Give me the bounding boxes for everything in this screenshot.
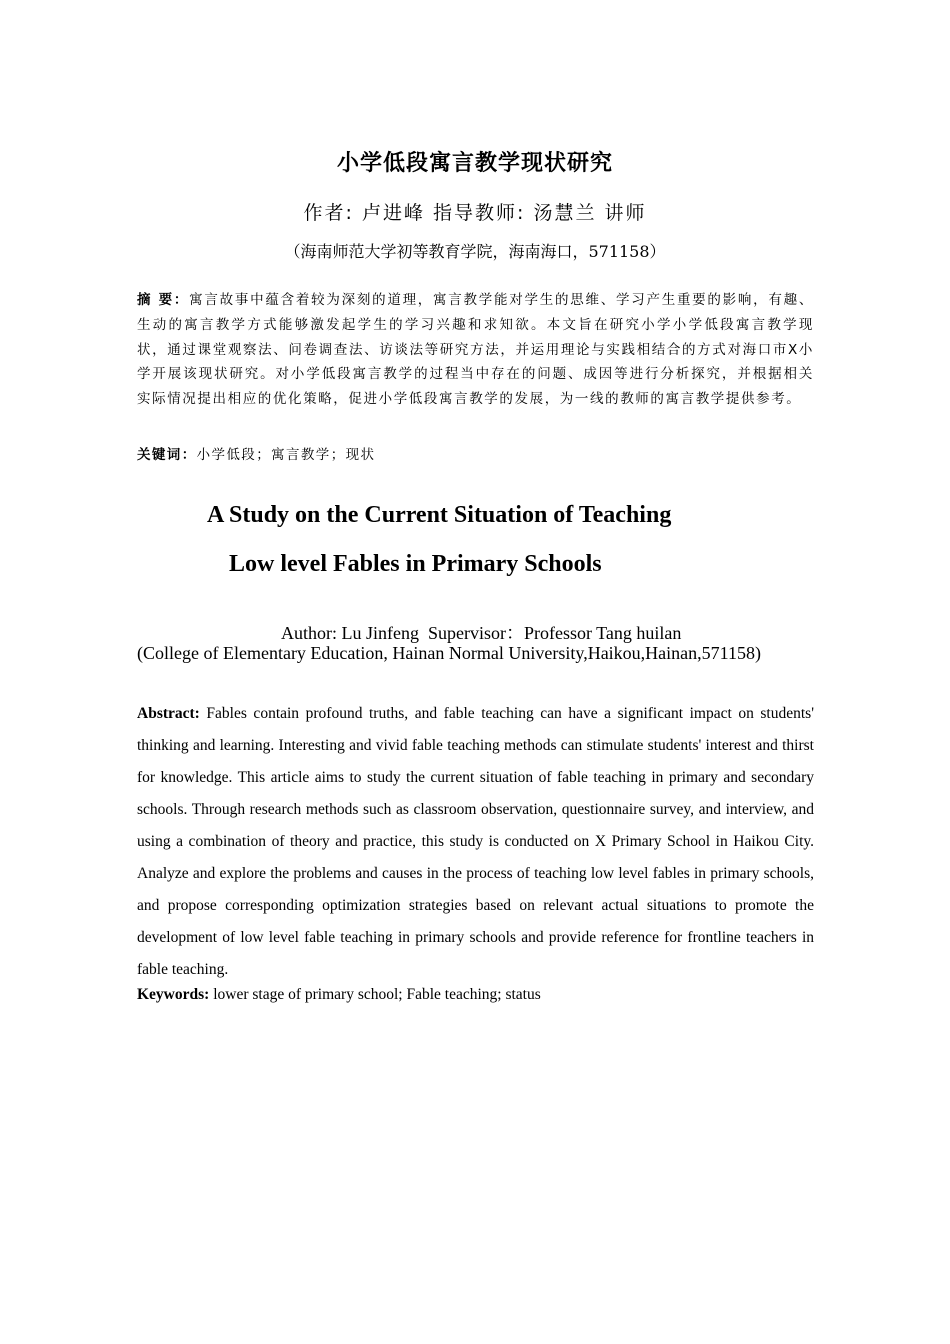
chinese-keywords-label: 关键词： bbox=[137, 447, 197, 463]
english-abstract-label: Abstract: bbox=[137, 705, 200, 722]
english-author-line: Author: Lu Jinfeng Supervisor：Professor Tang huilan bbox=[281, 623, 682, 643]
chinese-title: 小学低段寓言教学现状研究 bbox=[336, 151, 613, 176]
english-abstract-text: Fables contain profound truths, and fable teaching can have a significant impact on students' thinking and learning. Interesting and vivid fable teaching methods can stimulate students' interest and thirst for knowledge. This article aims to study the current situation of fable teaching in primary and secondary schools. Through research methods such as classroom observation, questionnaire survey, and interview, and using a combination of theory and practice, this study is conducted on X Primary School in Haikou City. Analyze and explore the problems and causes in the process of teaching low level fables in primary schools, and propose corresponding optimization strategies based on relevant actual situations to promote the development of low level fable teaching in primary schools and provide reference for frontline teachers in fable teaching. bbox=[137, 705, 814, 978]
english-keywords-text: lower stage of primary school; Fable teaching; status bbox=[213, 986, 541, 1003]
chinese-abstract-text: 寓言故事中蕴含着较为深刻的道理，寓言教学能对学生的思维、学习产生重要的影响，有趣、生动的寓言教学方式能够激发起学生的学习兴趣和求知欲。本文旨在研究小学小学低段寓言教学现状，通过课堂观察法、问卷调查法、访谈法等研究方法，并运用理论与实践相结合的方式对海口市X小学开展该现状研究。对小学低段寓言教学的过程当中存在的问题、成因等进行分析探究，并根据相关实际情况提出相应的优化策略，促进小学低段寓言教学的发展，为一线的教师的寓言教学提供参考。 bbox=[137, 292, 814, 408]
chinese-author-line: 作者: 卢进峰 指导教师: 汤慧兰 讲师 bbox=[303, 202, 647, 224]
english-title-line-2: Low level Fables in Primary Schools bbox=[229, 551, 602, 577]
chinese-keywords bbox=[137, 443, 814, 463]
english-affiliation: (College of Elementary Education, Hainan Normal University,Haikou,Hainan,571158) bbox=[137, 643, 761, 663]
chinese-abstract bbox=[137, 288, 814, 412]
english-keywords-label: Keywords: bbox=[137, 986, 210, 1003]
english-abstract bbox=[137, 698, 814, 986]
chinese-abstract-label: 摘 要： bbox=[137, 292, 190, 308]
chinese-affiliation: （海南师范大学初等教育学院，海南海口，571158） bbox=[284, 242, 666, 261]
chinese-keywords-text: 小学低段；寓言教学；现状 bbox=[196, 447, 376, 463]
english-title-line-1: A Study on the Current Situation of Teaching bbox=[207, 502, 672, 528]
english-keywords bbox=[137, 986, 814, 1004]
